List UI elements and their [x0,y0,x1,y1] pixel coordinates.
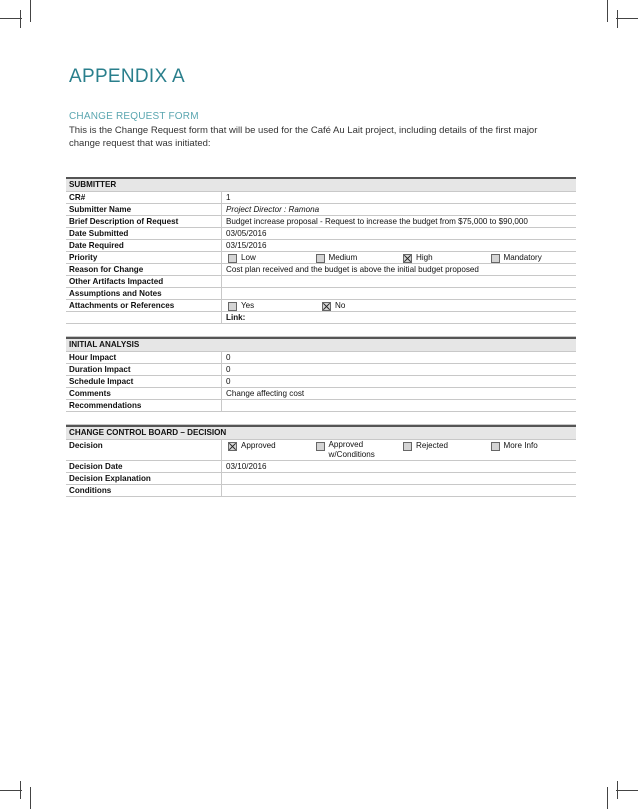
checked-checkbox-icon[interactable] [403,254,412,263]
crop-mark-bottom-left-v [30,787,31,809]
form-row-conditions [66,485,576,497]
field-value: 03/05/2016 [226,229,267,238]
attachments-option-no[interactable] [320,300,414,311]
field-label: Comments [66,388,222,399]
intro-paragraph: This is the Change Request form that will be used for the Café Au Lait project, including details of the first major change request that was initiated: [69,125,538,149]
section-heading-initial-analysis: INITIAL ANALYSIS [66,337,576,352]
checkbox-icon[interactable] [316,254,325,263]
link-label: Link: [226,313,246,322]
decision-options [222,440,576,460]
form-row-date-required [66,240,576,252]
form-row-decision [66,440,576,461]
form-row-reason [66,264,576,276]
field-value: Project Director : Ramona [226,205,320,214]
field-value-empty [222,473,576,484]
section-heading-ccb-decision: CHANGE CONTROL BOARD – DECISION [66,425,576,440]
field-label: Date Required [66,240,222,251]
crop-mark-bottom-right-v [607,787,608,809]
form-row-attachments [66,300,576,312]
field-label: Other Artifacts Impacted [66,276,222,287]
option-label: Rejected [416,441,448,450]
crop-mark-bottom-right-h [616,790,638,791]
option-label: High [416,253,433,262]
checkbox-icon[interactable] [228,254,237,263]
field-value: 03/15/2016 [226,241,267,250]
field-label: Schedule Impact [66,376,222,387]
section-spacer [66,324,576,337]
field-value-empty [222,288,576,299]
field-label: Conditions [66,485,222,496]
crop-mark-top-right-h [616,18,638,19]
crop-mark-bottom-left-h [0,790,22,791]
form-row-cr [66,192,576,204]
attachments-options [222,300,576,311]
option-label: Low [241,253,256,262]
field-value: Budget increase proposal - Request to increase the budget from $75,000 to $90,000 [226,217,528,226]
form-row-description [66,216,576,228]
priority-options [222,252,576,263]
priority-option-mandatory[interactable] [489,252,577,263]
form-row-artifacts [66,276,576,288]
field-label: Reason for Change [66,264,222,275]
option-label: More Info [503,441,538,450]
page-title: APPENDIX A [69,66,185,87]
crop-mark-bottom-right-v2 [617,781,618,799]
form-row-priority [66,252,576,264]
checkbox-icon[interactable] [316,442,325,451]
crop-mark-top-right-v2 [617,10,618,28]
priority-option-medium[interactable] [314,252,402,263]
field-label: Decision Explanation [66,473,222,484]
checkbox-icon[interactable] [403,442,412,451]
field-label: Hour Impact [66,352,222,363]
field-value: 1 [226,193,231,202]
form-row-duration-impact [66,364,576,376]
field-label: Submitter Name [66,204,222,215]
checkbox-icon[interactable] [491,442,500,451]
crop-mark-top-left-h [0,18,22,19]
field-value-empty [222,400,576,411]
field-value-empty [222,485,576,496]
section-heading-submitter: SUBMITTER [66,177,576,192]
field-label: Attachments or References [66,300,222,311]
field-label: Decision [66,440,222,460]
checked-checkbox-icon[interactable] [322,302,331,311]
decision-option-approved[interactable] [226,440,314,460]
field-value-empty [222,276,576,287]
form-row-link [66,312,576,324]
decision-option-rejected[interactable] [401,440,489,460]
field-label: Date Submitted [66,228,222,239]
checked-checkbox-icon[interactable] [228,442,237,451]
crop-mark-top-left-v [30,0,31,22]
field-label: Duration Impact [66,364,222,375]
field-label: CR# [66,192,222,203]
field-value: Cost plan received and the budget is above the initial budget proposed [226,265,479,274]
option-label: No [335,301,346,310]
form-row-schedule-impact [66,376,576,388]
attachments-option-yes[interactable] [226,300,320,311]
field-value: 0 [226,353,231,362]
decision-option-more-info[interactable] [489,440,577,460]
change-request-form [66,177,576,497]
form-row-decision-date [66,461,576,473]
field-label-empty [66,312,222,323]
option-label: Medium [328,253,358,262]
field-label: Priority [66,252,222,263]
checkbox-icon[interactable] [228,302,237,311]
form-row-hour-impact [66,352,576,364]
field-label: Decision Date [66,461,222,472]
field-label: Brief Description of Request [66,216,222,227]
priority-option-low[interactable] [226,252,314,263]
option-label: Approved w/Conditions [328,440,375,459]
form-row-recommendations [66,400,576,412]
checkbox-icon[interactable] [491,254,500,263]
option-label: Mandatory [503,253,542,262]
field-value: 0 [226,377,231,386]
priority-option-high[interactable] [401,252,489,263]
form-row-decision-explanation [66,473,576,485]
crop-mark-bottom-left-v2 [20,781,21,799]
field-value: 0 [226,365,231,374]
form-row-submitter-name [66,204,576,216]
form-row-date-submitted [66,228,576,240]
page-subtitle: CHANGE REQUEST FORM [69,111,199,122]
field-value: 03/10/2016 [226,462,267,471]
field-value: Change affecting cost [226,389,305,398]
option-label: Yes [241,301,255,310]
form-row-assumptions [66,288,576,300]
option-label: Approved [241,441,276,450]
decision-option-approved-with-conditions[interactable] [314,440,402,460]
section-spacer [66,412,576,425]
crop-mark-top-left-v2 [20,10,21,28]
crop-mark-top-right-v [607,0,608,22]
field-label: Assumptions and Notes [66,288,222,299]
form-row-comments [66,388,576,400]
field-label: Recommendations [66,400,222,411]
